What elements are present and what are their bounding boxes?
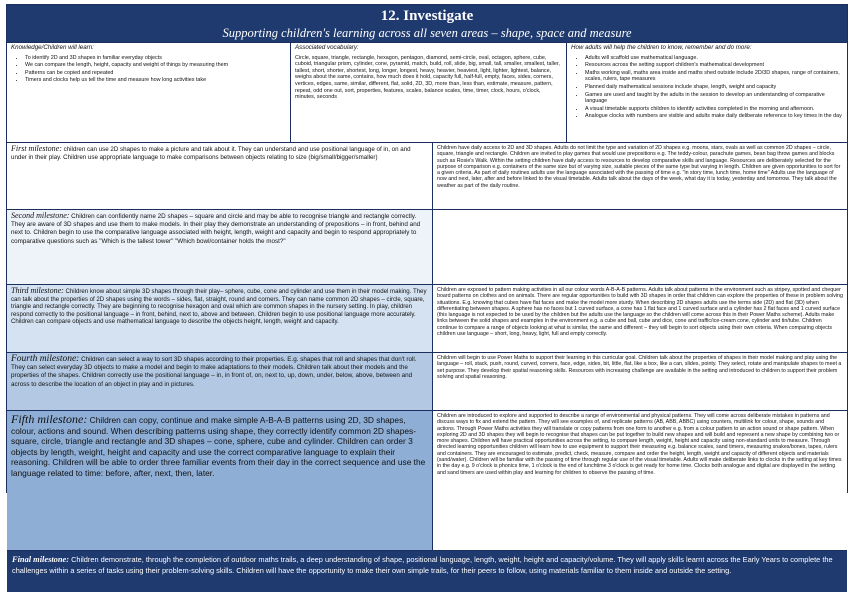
adults-heading: How adults will help the children to know, remember and do more: bbox=[571, 44, 752, 51]
milestone-row-fourth bbox=[7, 353, 847, 411]
fifth-milestone-text: Children can copy, continue and make simple A-B-A-B patterns using 2D, 3D shapes, colour, actions and sound. When describing patterns using shape, they correctly identify common 2D shapes- square, circle, triangle and rectangle and 3D shapes – cone, sphere, cube and cylinder. Children can order 3 objects by length, weight, height and capacity and use the correct comparative language to explain their reasoning. Children will be able to order three familiar events from their day in the correct sequence and use the language related to time: before, after, next, then, later. bbox=[11, 415, 426, 478]
page-subtitle: Supporting children's learning across all seven areas – shape, space and measure bbox=[222, 26, 632, 40]
third-milestone-support: Children are exposed to pattern making activities in all our colour words A-B-A-B patterns. Adults talk about patterns in the environment such as stripey, spotted and chequer board patterns on clothes and on animals. There are regular opportunities to build with 3D shapes in order that children can explore the properties of these in problem solving situations. E.g. knowing that cubes have flat faces and make the model more sturdy. When describing 2D shapes adults use the terms side (2D) and flat (3D) when differentiating between shapes. A sphere has no faces but 1 curved surface, a cone has 1 flat face and 1 curved surface and a cylinder has 2 flat faces and 1 curved surface (this language is not expected to be used by the children but the adults use the language so the children will come across this in their Power Maths scheme). Adults make links between the solid shapes and examples in the environment e.g. a cube and ball, cube and dice, cone and traffic/ice-cream cone, cylinder and tin/tube. Children continue to compare a range of objects looking at what is similar, the same and different – they will begin to sort objects using their own criteria. When comparing objects children use language – short, long, heavy, light, full and empty correctly. bbox=[433, 285, 847, 352]
first-milestone-description bbox=[7, 143, 433, 209]
vocabulary-text: Circle, square, triangle, rectangle, hexagon, pentagon, diamond, semi-circle, oval, octagon, sphere, cube, cuboid, triangular prism, cylinder, cone, pyramid, match, build, roll, slide, big, small, tall, smaller, smallest, taller, tallest, short, shorter, shortest, long, longer, longest, heavy, heavier, heaviest, light, lighter, lightest, balance, weighs about the same, contains, how much does it hold, capacity full, half-full, empty, faces, sides, corners, vertices, edges, same, similar, different, flat, solid, 2D, 3D, more than, less than, estimate, measure, pattern, repeat, odd one out, sort, properties, features, scales, balance scales, time, timer, clock, hours, o'clock, minutes, seconds bbox=[295, 54, 560, 101]
second-milestone-text: Children can confidently name 2D shapes – square and circle and may be able to recognise triangle and rectangle correctly. They are aware of 3D shapes and use them to make models. In their play they demonstrate an understanding of prepositions – in front, behind and next to. Children begin to use the comparative language associated with height, length, weight and capacity and begin to respond appropriately to comparative questions such as "Which is the tallest tower" "Which bowl/container holds the most?" bbox=[11, 213, 421, 245]
adults-item: • Maths working wall, maths area inside and maths shed outside include 2D/3D shapes, range of containers, scales, rulers, tape measures bbox=[585, 70, 843, 83]
final-milestone-heading: Final milestone: bbox=[12, 555, 70, 564]
adults-item: • A visual timetable supports children to identify activities completed in the morning and afternoon. bbox=[585, 106, 843, 113]
fourth-milestone-support: Children will begin to use Power Maths to support their learning in this curricular goal. Children talk about the properties of shapes in their model making and play using the language – roll, stack, push, round, curved, corners, face, edge, sides, bit, little, flat, like a box, like a can, slides, pointy. They select, rotate and manipulate shapes to meet a set purpose. They develop their spatial reasoning skills. Resources with increasing challenge are available in the setting and introduced to children to support their problem solving and spatial reasoning. bbox=[433, 353, 847, 410]
knowledge-list bbox=[11, 55, 286, 84]
milestone-row-third bbox=[7, 285, 847, 353]
adults-item: • Adults will scaffold use mathematical language. bbox=[585, 55, 843, 62]
knowledge-item: • To identify 2D and 3D shapes in familiar everyday objects bbox=[25, 55, 286, 62]
knowledge-item: • Timers and clocks help us tell the time and measure how long activities take bbox=[25, 77, 286, 84]
adults-item: • Analogue clocks with numbers are visible and adults make daily deliberate reference to key times in the day bbox=[585, 113, 843, 120]
vocabulary-column bbox=[290, 43, 566, 142]
milestone-row-fifth bbox=[7, 411, 847, 551]
first-milestone-text: children can use 2D shapes to make a picture and talk about it. They can understand and use positional language of in, on and under in their play. Children use appropriate language to make comparisons between objects relating to size (big/small/bigger/smaller) bbox=[11, 146, 411, 162]
milestone-row-first bbox=[7, 143, 847, 210]
knowledge-heading: Knowledge/Children will learn: bbox=[11, 44, 94, 51]
fourth-milestone-description bbox=[7, 353, 433, 410]
fourth-milestone-text: Children can select a way to sort 3D shapes according to their properties. E.g. shapes that roll and shapes that don't roll. They can select everyday 3D objects to make a model and begin to make adaptations to their models. Children talk about their models and the properties of the shapes. Children correctly use the positional language – in, in front of, on, next to, up, down, under, below, above, between and across to describe the location of an object in play and in pictures. bbox=[11, 356, 417, 388]
knowledge-item: • We can compare the length, height, capacity and weight of things by measuring them bbox=[25, 62, 286, 69]
page-title: 12. Investigate bbox=[380, 8, 474, 24]
adults-item: • Resources across the setting support children's mathematical development bbox=[585, 62, 843, 69]
page-banner bbox=[7, 5, 847, 43]
adults-item: • Games are used and taught by the adults in the session to develop an understanding of comparative language bbox=[585, 92, 843, 105]
adults-column bbox=[566, 43, 847, 142]
investigate-page bbox=[6, 4, 848, 575]
second-milestone-heading: Second milestone: bbox=[11, 211, 70, 220]
second-milestone-support bbox=[433, 210, 847, 284]
third-milestone-heading: Third milestone: bbox=[11, 286, 64, 295]
knowledge-item: • Patterns can be copied and repeated bbox=[25, 70, 286, 77]
fifth-milestone-support: Children are introduced to explore and supported to describe a range of environmental and physical patterns. They will come across deliberate mistakes in patterns and discuss ways to fix and extend the pattern. They will see examples of, and replicate patterns (AB, ABB, ABBC) using counters, multilink for colour, shape, sounds and actions. Through Power Maths activities they will translate or copy patterns from one form to another e.g. from a colour pattern to an action sound or shape pattern. When exploring 2D and 3D shapes they will begin to recognise that shapes can be put together to build new shapes and will build and represent a new shape by combining two or more shapes. Children will have practical opportunities across the setting, to compare length, weight, height and capacity using non-standard units to measure. Through directed learning opportunities children will learn how to use equipment to support their measuring e.g. balance scales, sand timers, measuring snakes/bones, tapes, rulers and containers. They are encouraged to estimate, predict, check, measure, compare and order the height, length, weight and capacity of different objects and materials (sand/water). Children will be familiar with the passing of time through regular use of the visual timetable. Adults will make deliberate links to clocks in the setting at key times in the day e.g. 9 o'clock is phonics time, 1 o'clock is the end of lunchtime 3 o'clock is get ready for home time. Clocks both analogue and digital are displayed in the setting and sand timers are used within play and learning for children to observe the passing of time. bbox=[433, 411, 847, 550]
milestone-row-second bbox=[7, 210, 847, 285]
overview-grid bbox=[7, 43, 847, 143]
adults-item: • Planned daily mathematical sessions include shape, length, weight and capacity bbox=[585, 84, 843, 91]
final-milestone-text: Children demonstrate, through the completion of outdoor maths trails, a deep understanding of shape, positional language, length, weight, height and capacity/volume. They will apply skills learnt across the Early Years to complete the challenges within a series of tasks using their problem-solving skills. Children will have the opportunity to make their own simple trails, for their peers to follow, using materials familiar to them inside and outside the setting. bbox=[12, 555, 833, 575]
fourth-milestone-heading: Fourth milestone: bbox=[11, 354, 80, 364]
third-milestone-text: Children know about simple 3D shapes through their play– sphere, cube, cone and cylinder and use them in their model making. They can talk about the properties of 2D shapes using the words – sides, flat, straight, round and corners. They can name common 2D shapes – circle, square, triangle and rectangle correctly. They are beginning to recognise hexagon and oval which are common shapes in the nursery setting. In play, children respond correctly to the positional language – in front, behind, next to, above and between. Children begin to use positional language more accurately. Children can compare objects and use mathematical language to describe the objects height, length, weight and capacity. bbox=[11, 288, 427, 326]
first-milestone-heading: First milestone: bbox=[11, 144, 62, 153]
vocabulary-heading: Associated vocabulary: bbox=[295, 44, 359, 51]
adults-list bbox=[571, 55, 843, 120]
final-milestone bbox=[7, 551, 847, 592]
fifth-milestone-heading: Fifth milestone: bbox=[11, 412, 88, 426]
first-milestone-support: Children have daily access to 2D and 3D shapes. Adults do not limit the type and variation of 2D shapes e.g. moons, stars, ovals as well as common 2D shapes – circle, square, triangle and rectangle. Children are invited to play games that would use prepositions e.g. The teddy-colour, parachute games, bean bag throw games and blocks such as Rosie's Walk. Within the setting children have daily access to resources to develop comparative skills and language. Resources are deliberately selected for the purpose of comparison e.g. containers of the same size but of varying size, suitable pieces of the same type but varying in length. Children are given opportunities to sort for a given criteria. As part of daily routines adults use the language associated with the passing of time e.g. "in story time, lunch time, home time" Adults use the language of now and next, later, after and before linked to the visual timetable. Adults talk about the days of the week, what day it is today, yesterday and tomorrow. They talk about the weather as part of the daily routine. bbox=[433, 143, 847, 209]
fifth-milestone-description bbox=[7, 411, 433, 550]
knowledge-column bbox=[7, 43, 290, 142]
second-milestone-description bbox=[7, 210, 433, 284]
third-milestone-description bbox=[7, 285, 433, 352]
